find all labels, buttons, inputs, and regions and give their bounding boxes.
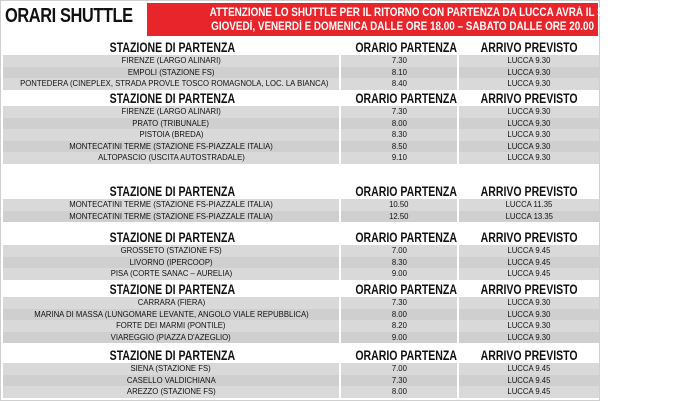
table-row	[3, 129, 599, 141]
departure-time-cell: 7.30	[391, 55, 407, 65]
page-title: ORARI SHUTTLE	[5, 5, 133, 27]
table-row	[3, 309, 599, 321]
header-expected-arrival: ARRIVO PREVISTO	[480, 184, 578, 199]
table-row	[3, 386, 599, 398]
arrival-cell: LUCCA 11.35	[505, 199, 553, 209]
schedule-section	[3, 230, 599, 280]
header-departure-station: STAZIONE DI PARTENZA	[109, 91, 235, 106]
table-row	[3, 320, 599, 332]
table-row	[3, 211, 599, 223]
header-departure-time: ORARIO PARTENZA	[355, 282, 457, 297]
header-expected-arrival: ARRIVO PREVISTO	[480, 348, 578, 363]
table-row	[3, 152, 599, 164]
station-cell: CARRARA (FIERA)	[137, 297, 205, 307]
arrival-cell: LUCCA 13.35	[505, 210, 553, 221]
table-row	[3, 297, 599, 309]
notice-line-2: GIOVEDÌ, VENERDÌ E DOMENICA DALLE ORE 18.00 – SABATO DALLE ORE 20.00	[211, 21, 594, 33]
table-row	[3, 268, 599, 280]
section-rows	[3, 297, 599, 343]
departure-time-cell: 7.30	[391, 297, 407, 307]
notice-line-1: ATTENZIONE LO SHUTTLE PER IL RITORNO CON PARTENZA DA LUCCA AVRÀ IL SEGUENTE ORARIO:	[209, 7, 697, 19]
section-header	[3, 348, 599, 363]
table-row	[3, 55, 599, 67]
arrival-cell: LUCCA 9.30	[507, 297, 551, 307]
header-departure-time: ORARIO PARTENZA	[355, 230, 457, 245]
header-departure-station: STAZIONE DI PARTENZA	[109, 40, 235, 55]
departure-time-cell: 8.00	[391, 386, 407, 396]
arrival-cell: LUCCA 9.45	[507, 245, 551, 255]
table-row	[3, 199, 599, 211]
departure-time-cell: 9.10	[391, 152, 407, 162]
station-cell: MONTECATINI TERME (STAZIONE FS-PIAZZALE ITALIA)	[69, 199, 273, 209]
section-header	[3, 184, 599, 199]
header-expected-arrival: ARRIVO PREVISTO	[480, 282, 578, 297]
schedule-section	[3, 91, 599, 164]
table-row	[3, 375, 599, 387]
station-cell: PISA (CORTE SANAC – AURELIA)	[110, 268, 232, 278]
departure-time-cell: 8.20	[391, 320, 407, 330]
arrival-cell: LUCCA 9.30	[507, 78, 551, 88]
departure-time-cell: 7.30	[391, 374, 407, 385]
arrival-cell: LUCCA 9.30	[507, 117, 551, 128]
departure-time-cell: 8.00	[391, 308, 407, 319]
arrival-cell: LUCCA 9.30	[507, 308, 551, 319]
station-cell: PRATO (TRIBUNALE)	[132, 117, 210, 128]
schedule-section	[3, 282, 599, 343]
station-cell: GROSSETO (STAZIONE FS)	[120, 245, 222, 255]
section-header	[3, 91, 599, 106]
arrival-cell: LUCCA 9.45	[507, 256, 551, 267]
table-row	[3, 118, 599, 130]
arrival-cell: LUCCA 9.30	[507, 55, 551, 65]
departure-time-cell: 8.50	[391, 140, 407, 151]
schedule-section	[3, 184, 599, 222]
header-departure-time: ORARIO PARTENZA	[355, 184, 457, 199]
departure-time-cell: 9.00	[391, 331, 407, 342]
schedule-section	[3, 40, 599, 90]
station-cell: AREZZO (STAZIONE FS)	[126, 386, 216, 396]
arrival-cell: LUCCA 9.30	[507, 106, 551, 116]
table-row	[3, 78, 599, 90]
station-cell: CASELLO VALDICHIANA	[126, 374, 216, 385]
station-cell: MARINA DI MASSA (LUNGOMARE LEVANTE, ANGOLO VIALE REPUBBLICA)	[33, 308, 309, 319]
station-cell: VIAREGGIO (PIAZZA D'AZEGLIO)	[110, 331, 232, 342]
station-cell: MONTECATINI TERME (STAZIONE FS-PIAZZALE ITALIA)	[69, 210, 273, 221]
departure-time-cell: 8.30	[391, 256, 407, 267]
station-cell: FORTE DEI MARMI (PONTILE)	[116, 320, 226, 330]
arrival-cell: LUCCA 9.30	[507, 320, 551, 330]
station-cell: FIRENZE (LARGO ALINARI)	[121, 55, 221, 65]
table-row	[3, 67, 599, 79]
table-row	[3, 106, 599, 118]
station-cell: SIENA (STAZIONE FS)	[130, 363, 212, 373]
departure-time-cell: 8.00	[391, 117, 407, 128]
table-row	[3, 141, 599, 153]
section-rows	[3, 199, 599, 222]
arrival-cell: LUCCA 9.30	[507, 66, 551, 77]
section-rows	[3, 363, 599, 398]
section-header	[3, 230, 599, 245]
arrival-cell: LUCCA 9.30	[507, 331, 551, 342]
header-departure-station: STAZIONE DI PARTENZA	[109, 282, 235, 297]
header-departure-station: STAZIONE DI PARTENZA	[109, 348, 235, 363]
station-cell: LIVORNO (IPERCOOP)	[129, 256, 213, 267]
arrival-cell: LUCCA 9.45	[507, 374, 551, 385]
header-departure-station: STAZIONE DI PARTENZA	[109, 230, 235, 245]
header-expected-arrival: ARRIVO PREVISTO	[480, 91, 578, 106]
table-row	[3, 257, 599, 269]
departure-time-cell: 8.40	[391, 78, 407, 88]
table-row	[3, 363, 599, 375]
arrival-cell: LUCCA 9.45	[507, 363, 551, 373]
station-cell: PISTOIA (BREDA)	[139, 129, 203, 139]
header-departure-time: ORARIO PARTENZA	[355, 91, 457, 106]
section-rows	[3, 106, 599, 164]
station-cell: FIRENZE (LARGO ALINARI)	[121, 106, 221, 116]
header-expected-arrival: ARRIVO PREVISTO	[480, 40, 578, 55]
header-departure-time: ORARIO PARTENZA	[355, 348, 457, 363]
section-header	[3, 40, 599, 55]
station-cell: PONTEDERA (CINEPLEX, STRADA PROVLE TOSCO ROMAGNOLA, LOC. LA BIANCA)	[20, 78, 329, 88]
departure-time-cell: 8.30	[391, 129, 407, 139]
arrival-cell: LUCCA 9.45	[507, 268, 551, 278]
table-row	[3, 245, 599, 257]
station-cell: ALTOPASCIO (USCITA AUTOSTRADALE)	[97, 152, 245, 162]
arrival-cell: LUCCA 9.30	[507, 140, 551, 151]
table-row	[3, 332, 599, 344]
departure-time-cell: 9.00	[391, 268, 407, 278]
header-departure-time: ORARIO PARTENZA	[355, 40, 457, 55]
section-header	[3, 282, 599, 297]
departure-time-cell: 12.50	[389, 210, 409, 221]
arrival-cell: LUCCA 9.30	[507, 152, 551, 162]
departure-time-cell: 10.50	[389, 199, 409, 209]
station-cell: EMPOLI (STAZIONE FS)	[127, 66, 215, 77]
section-rows	[3, 55, 599, 90]
departure-time-cell: 8.10	[391, 66, 407, 77]
header-expected-arrival: ARRIVO PREVISTO	[480, 230, 578, 245]
departure-time-cell: 7.00	[391, 363, 407, 373]
schedule-section	[3, 348, 599, 398]
header-departure-station: STAZIONE DI PARTENZA	[109, 184, 235, 199]
arrival-cell: LUCCA 9.30	[507, 129, 551, 139]
departure-time-cell: 7.30	[391, 106, 407, 116]
arrival-cell: LUCCA 9.45	[507, 386, 551, 396]
departure-time-cell: 7.00	[391, 245, 407, 255]
section-rows	[3, 245, 599, 280]
return-notice-banner	[147, 3, 697, 36]
station-cell: MONTECATINI TERME (STAZIONE FS-PIAZZALE ITALIA)	[69, 140, 273, 151]
